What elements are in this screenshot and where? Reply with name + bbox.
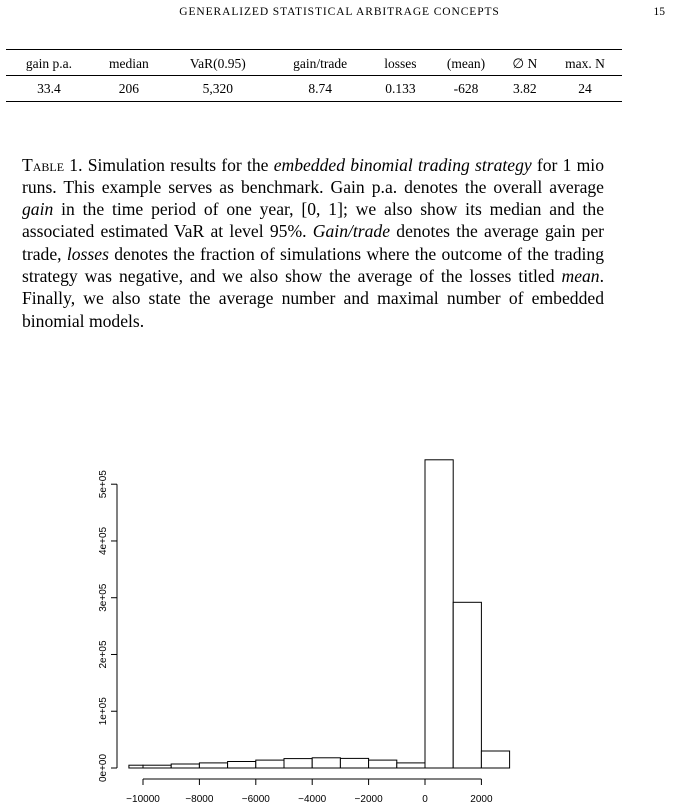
column-header: max. N — [548, 50, 622, 76]
histogram-bar — [369, 760, 397, 768]
table-caption — [22, 154, 604, 332]
table-cell: 0.133 — [370, 76, 430, 102]
histogram-bar — [425, 460, 453, 768]
y-tick-label: 1e+05 — [98, 697, 109, 726]
histogram-bar — [481, 751, 509, 768]
histogram-bar — [199, 763, 227, 768]
caption-label: Table 1. — [22, 154, 83, 175]
x-tick-label: −6000 — [241, 794, 270, 805]
table-cell: 24 — [548, 76, 622, 102]
histogram-bar — [143, 765, 171, 768]
column-header: VaR(0.95) — [166, 50, 270, 76]
results-table — [6, 49, 622, 102]
running-head: GENERALIZED STATISTICAL ARBITRAGE CONCEPTS — [179, 6, 500, 18]
table-header-row — [6, 50, 622, 76]
table-cell: -628 — [430, 76, 501, 102]
histogram-bar — [228, 762, 256, 769]
histogram-bar — [397, 763, 425, 768]
table-cell: 8.74 — [270, 76, 371, 102]
caption-text: Simulation results for the — [82, 154, 274, 175]
x-tick-label: 0 — [422, 794, 428, 805]
histogram-bar — [340, 758, 368, 768]
x-tick-label: −4000 — [298, 794, 327, 805]
x-tick-label: −2000 — [354, 794, 383, 805]
histogram-bar — [256, 760, 284, 768]
caption-emphasis: mean — [561, 266, 600, 287]
table-row — [6, 76, 622, 102]
x-tick-label: 2000 — [470, 794, 493, 805]
caption-text: for 1 mio runs. This example serves as benchmark. Gain p.a. denotes the overall average — [22, 154, 604, 197]
histogram-bar — [171, 764, 199, 768]
caption-emphasis: losses — [66, 243, 109, 264]
page-number: 15 — [653, 6, 665, 18]
caption-text: . Finally, we also state the average number and maximal number of embedded binomial models. — [22, 266, 604, 331]
histogram-bar — [453, 602, 481, 768]
table-cell: 5,320 — [166, 76, 270, 102]
y-tick-label: 3e+05 — [98, 583, 109, 612]
table-cell: 33.4 — [6, 76, 92, 102]
caption-text: denotes the fraction of simulations where the outcome of the trading strategy was negative, and we also show the average of the losses titled — [22, 243, 604, 287]
column-header: gain/trade — [270, 50, 371, 76]
column-header: median — [92, 50, 166, 76]
y-tick-label: 2e+05 — [98, 640, 109, 669]
x-tick-label: −8000 — [185, 794, 214, 805]
histogram-bar — [129, 765, 143, 768]
column-header: gain p.a. — [6, 50, 92, 76]
histogram-figure — [0, 440, 679, 811]
x-tick-label: −10000 — [126, 794, 160, 805]
caption-emphasis: embedded binomial trading strategy — [273, 154, 532, 175]
table-cell: 206 — [92, 76, 166, 102]
column-header: (mean) — [430, 50, 501, 76]
caption-emphasis: gain — [22, 199, 54, 220]
y-tick-label: 0e+00 — [98, 753, 109, 783]
histogram-bar — [312, 758, 340, 768]
caption-text: in the time period of one year, [0, 1]; we also show its median and the associated estimated VaR at level 95%. — [22, 199, 604, 242]
y-tick-label: 5e+05 — [98, 470, 109, 499]
histogram-bar — [284, 759, 312, 768]
caption-emphasis: Gain/trade — [312, 221, 391, 242]
table-cell: 3.82 — [502, 76, 548, 102]
column-header: losses — [370, 50, 430, 76]
y-tick-label: 4e+05 — [98, 526, 109, 556]
caption-text: denotes the average gain per trade, — [22, 221, 604, 264]
column-header: ∅ N — [502, 50, 548, 76]
